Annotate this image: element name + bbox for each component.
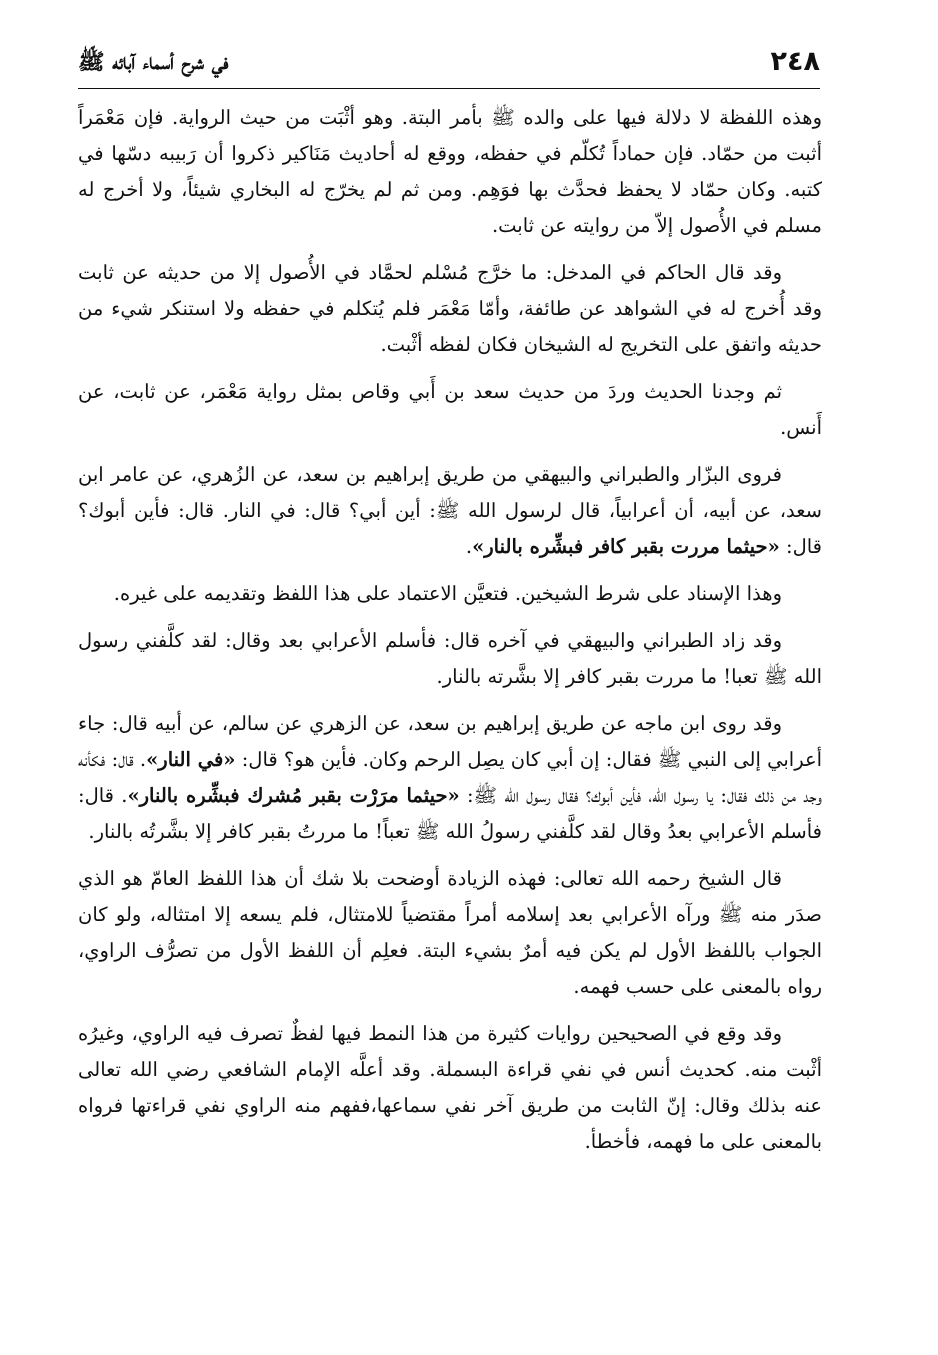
page-number: ٢٤٨ <box>770 46 820 77</box>
paragraph-text: قال الشيخ رحمه الله تعالى: فهذه الزيادة أوضحت بلا شك أن هذا اللفظ العامّ هو الذي صدَر منه ﷺ ورآه الأعرابي بعد إسلامه أمراً مقتضياً للامتثال، فلم يسعه إلا امتثاله، ولو كان الجواب باللفظ الأول لم يكن فيه أمرٌ بشيء البتة. فعلِم أن اللفظ الأول من تصرُّف الراوي، رواه بالمعنى على حسب فهمه. <box>78 867 822 998</box>
running-title: في شرح أسماء آبائه ﷺ <box>78 49 229 75</box>
quoted-hadith-text: «حيثما مرَرْت بقبر مُشرك فبشِّره بالنار» <box>127 784 460 807</box>
paragraph <box>78 100 822 244</box>
page-header <box>78 44 820 94</box>
quoted-hadith-text: «في النار» <box>146 748 236 771</box>
paragraph <box>78 374 822 446</box>
paragraph <box>78 457 822 565</box>
paragraph-text: . قال: فكأنه وجد من ذلك فقال: يا رسول الله، فأين أبوك؟ فقال رسول الله ﷺ: <box>78 748 822 807</box>
paragraph <box>78 255 822 363</box>
body-text <box>78 100 822 1171</box>
paragraph-text: . <box>465 535 473 558</box>
paragraph-text: ثم وجدنا الحديث وردَ من حديث سعد بن أَبي وقاص بمثل رواية مَعْمَر، عن ثابت، عن أَنس. <box>78 380 822 439</box>
paragraph-text: . قال: فأسلم الأعرابي بعدُ وقال لقد كلَّفني رسولُ الله ﷺ تعباً! ما مررتُ بقبر كافر إلا بشَّرتُه بالنار. <box>78 784 822 843</box>
paragraph <box>78 576 822 612</box>
paragraph-text: وقد قال الحاكم في المدخل: ما خرَّج مُسْلم لحمَّاد في الأُصول إلا من حديثه عن ثابت وقد أُخرج له في الشواهد عن طائفة، وأمّا مَعْمَر فلم يُتكلم في حفظه ولا استنكر شيء من حديثه واتفق على التخريج له الشيخان فكان لفظه أثْبت. <box>78 261 822 356</box>
header-rule <box>78 88 820 89</box>
paragraph-text: وقد روى ابن ماجه عن طريق إبراهيم بن سعد، عن الزهري عن سالم، عن أبيه قال: جاء أعرابي إلى النبي ﷺ فقال: إن أبي كان يصِل الرحم وكان. فأين هو؟ قال: <box>78 712 822 771</box>
paragraph-text: وهذا الإسناد على شرط الشيخين. فتعيَّن الاعتماد على هذا اللفظ وتقديمه على غيره. <box>113 582 782 605</box>
paragraph-text: وهذه اللفظة لا دلالة فيها على والده ﷺ بأمر البتة. وهو أثْبَت من حيث الرواية. فإن مَعْمَراً أثبت من حمّاد. فإن حماداً تُكلّم في حفظه، ووقع له أحاديث مَنَاكير ذكروا أن رَبيبه دسّها في كتبه. وكان حمّاد لا يحفظ فحدَّث بها فوَهِم. ومن ثم لم يخرّج له البخاري شيئاً، ولا أخرج له مسلم في الأُصول إلاّ من روايته عن ثابت. <box>78 106 822 237</box>
paragraph <box>78 1016 822 1160</box>
paragraph-text: فروى البزّار والطبراني والبيهقي من طريق إبراهيم بن سعد، عن الزُهري، عن عامر ابن سعد، عن أبيه، أن أعرابياً، قال لرسول الله ﷺ: أين أبي؟ قال: في النار. قال: فأين أبوك؟ قال: <box>78 463 822 558</box>
paragraph <box>78 861 822 1005</box>
paragraph <box>78 706 822 850</box>
quoted-hadith-text: «حيثما مررت بقبر كافر فبشِّره بالنار» <box>472 535 780 558</box>
paragraph-text: وقد وقع في الصحيحين روايات كثيرة من هذا النمط فيها لفظٌ تصرف فيه الراوي، وغيرُه أثْبت منه. كحديث أنس في نفي قراءة البسملة. وقد أعلَّه الإمام الشافعي رضي الله تعالى عنه بذلك وقال: إنّ الثابت من طريق آخر نفي سماعها،ففهم منه الراوي نفي قراءتها فرواه بالمعنى على ما فهمه، فأخطأ. <box>78 1022 822 1153</box>
paragraph <box>78 623 822 695</box>
paragraph-text: وقد زاد الطبراني والبيهقي في آخره قال: فأسلم الأعرابي بعد وقال: لقد كلَّفني رسول الله ﷺ تعبا! ما مررت بقبر كافر إلا بشَّرته بالنار. <box>78 629 822 688</box>
